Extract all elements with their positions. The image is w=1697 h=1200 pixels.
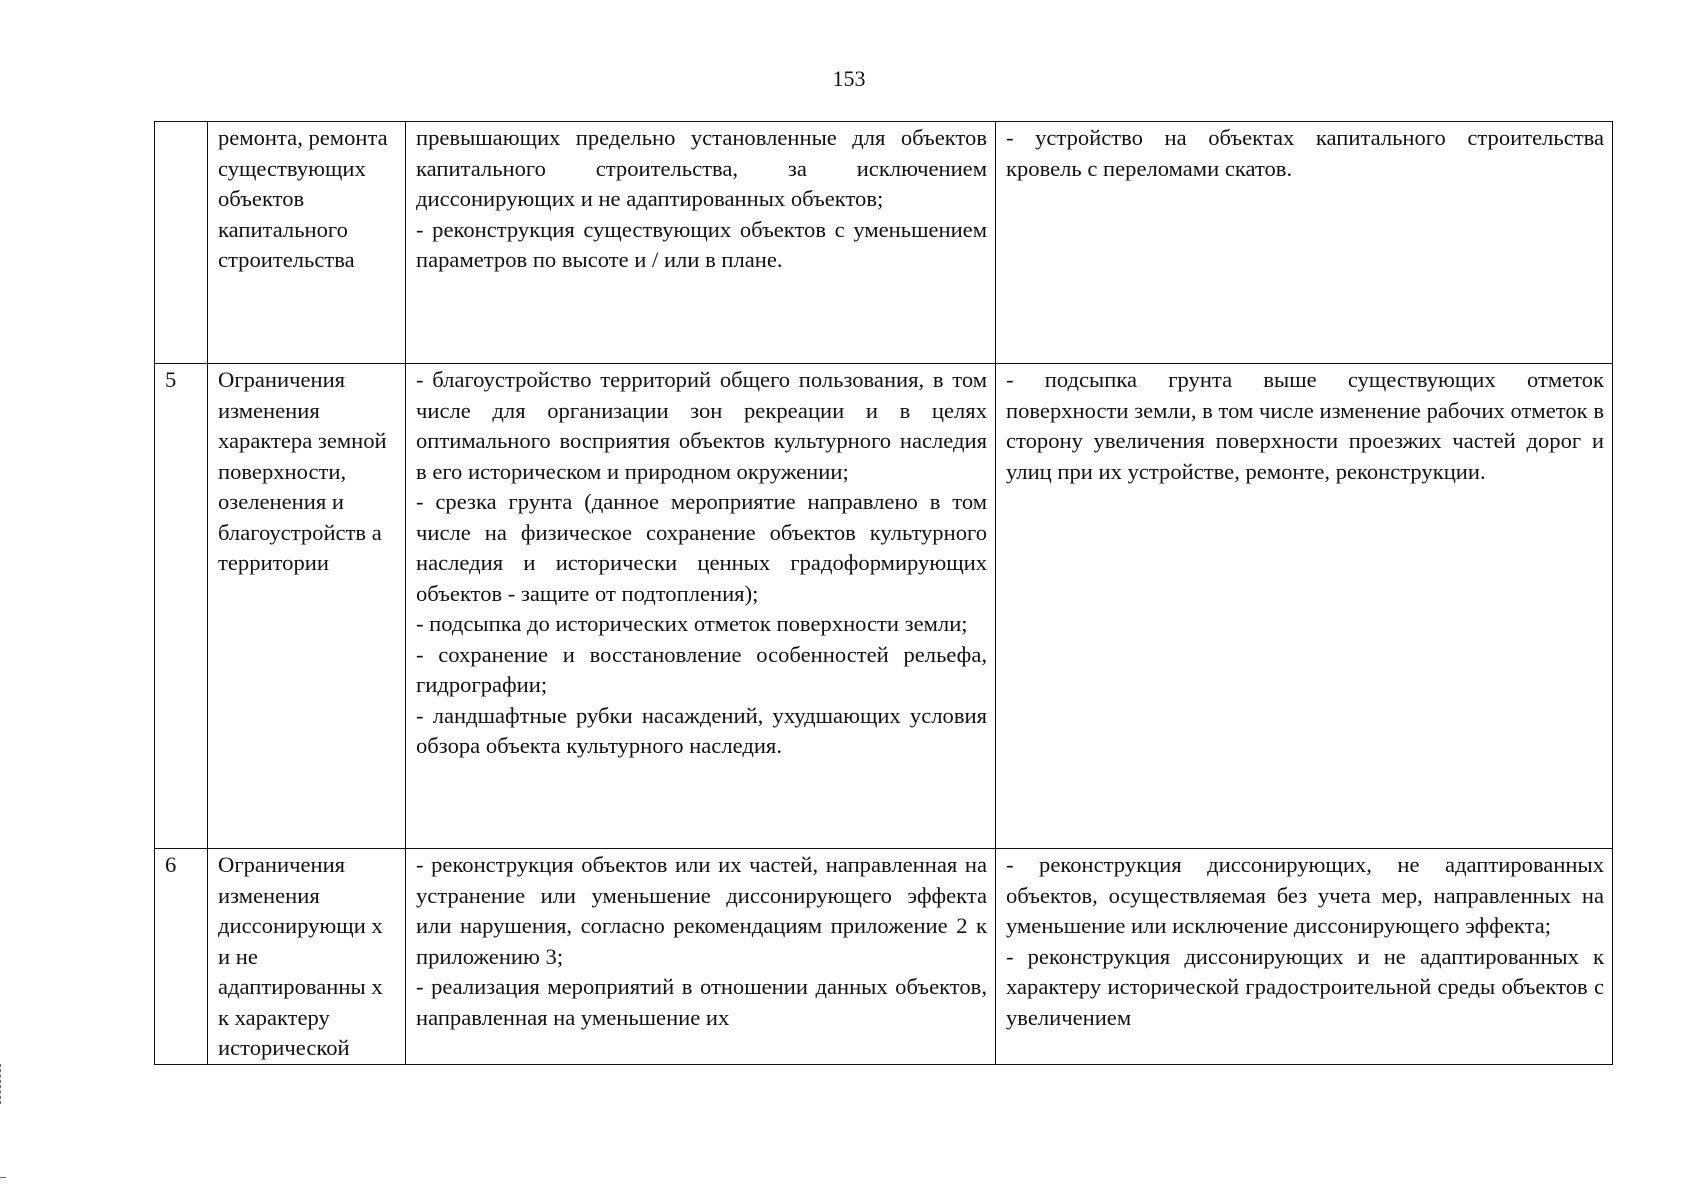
table-row [155,849,1613,1065]
restriction-name: Ограничения изменения диссонирующи х и не адаптированны х к характеру исторической [208,849,406,1065]
forbidden-measures [996,122,1613,364]
row-number: 5 [155,364,208,849]
forbidden-item: - подсыпка грунта выше существующих отметок поверхности земли, в том числе изменение рабочих отметок в сторону увеличения поверхности проезжих частей дорог и улиц при их устройстве, ремонте, реконструкции. [1006,367,1604,484]
restriction-name: Ограничения изменения характера земной поверхности, озеленения и благоустройств а территории [208,364,406,849]
allowed-measures [406,364,996,849]
table-row [155,364,1613,849]
allowed-item: - реконструкция объектов или их частей, направленная на устранение или уменьшение диссонирующего эффекта или нарушения, согласно рекомендациям приложение 2 к приложению 3; [416,852,987,969]
allowed-item: превышающих предельно установленные для объектов капитального строительства, за исключением диссонирующих и не адаптированных объектов; [416,125,987,211]
row-number: 6 [155,849,208,1065]
restriction-name: ремонта, ремонта существующих объектов капитального строительства [208,122,406,364]
allowed-item: - реализация мероприятий в отношении данных объектов, направленная на уменьшение их [416,974,987,1030]
forbidden-measures [996,849,1613,1065]
allowed-measures [406,849,996,1065]
regulations-table [154,121,1613,1065]
allowed-item: - благоустройство территорий общего пользования, в том числе для организации зон рекреации и в целях оптимального восприятия объектов культурного наследия в его историческом и природном окружении; [416,367,987,484]
row-number [155,122,208,364]
allowed-item: - ландшафтные рубки насаждений, ухудшающих условия обзора объекта культурного наследия. [416,702,987,758]
forbidden-item: - устройство на объектах капитального строительства кровель с переломами скатов. [1006,125,1604,181]
forbidden-item: - реконструкция диссонирующих и не адаптированных к характеру исторической градостроительной среды объектов с увеличением [1006,943,1604,1030]
page-number: 153 [832,66,866,91]
scan-edge-mark [0,1177,6,1178]
allowed-item: - сохранение и восстановление особенностей рельефа, гидрографии; [416,641,987,697]
scan-edge-mark [0,1064,5,1104]
table-row [155,122,1613,364]
forbidden-measures [996,364,1613,849]
allowed-item: - срезка грунта (данное мероприятие направлено в том числе на физическое сохранение объектов культурного наследия и исторически ценных градоформирующих объектов - защите от подтопления); [416,489,987,606]
forbidden-item: - реконструкция диссонирующих, не адаптированных объектов, осуществляемая без учета мер, направленных на уменьшение или исключение диссонирующего эффекта; [1006,852,1604,938]
allowed-item: - подсыпка до исторических отметок поверхности земли; [416,611,968,636]
allowed-item: - реконструкция существующих объектов с уменьшением параметров по высоте и / или в плане. [416,216,987,272]
allowed-measures [406,122,996,364]
